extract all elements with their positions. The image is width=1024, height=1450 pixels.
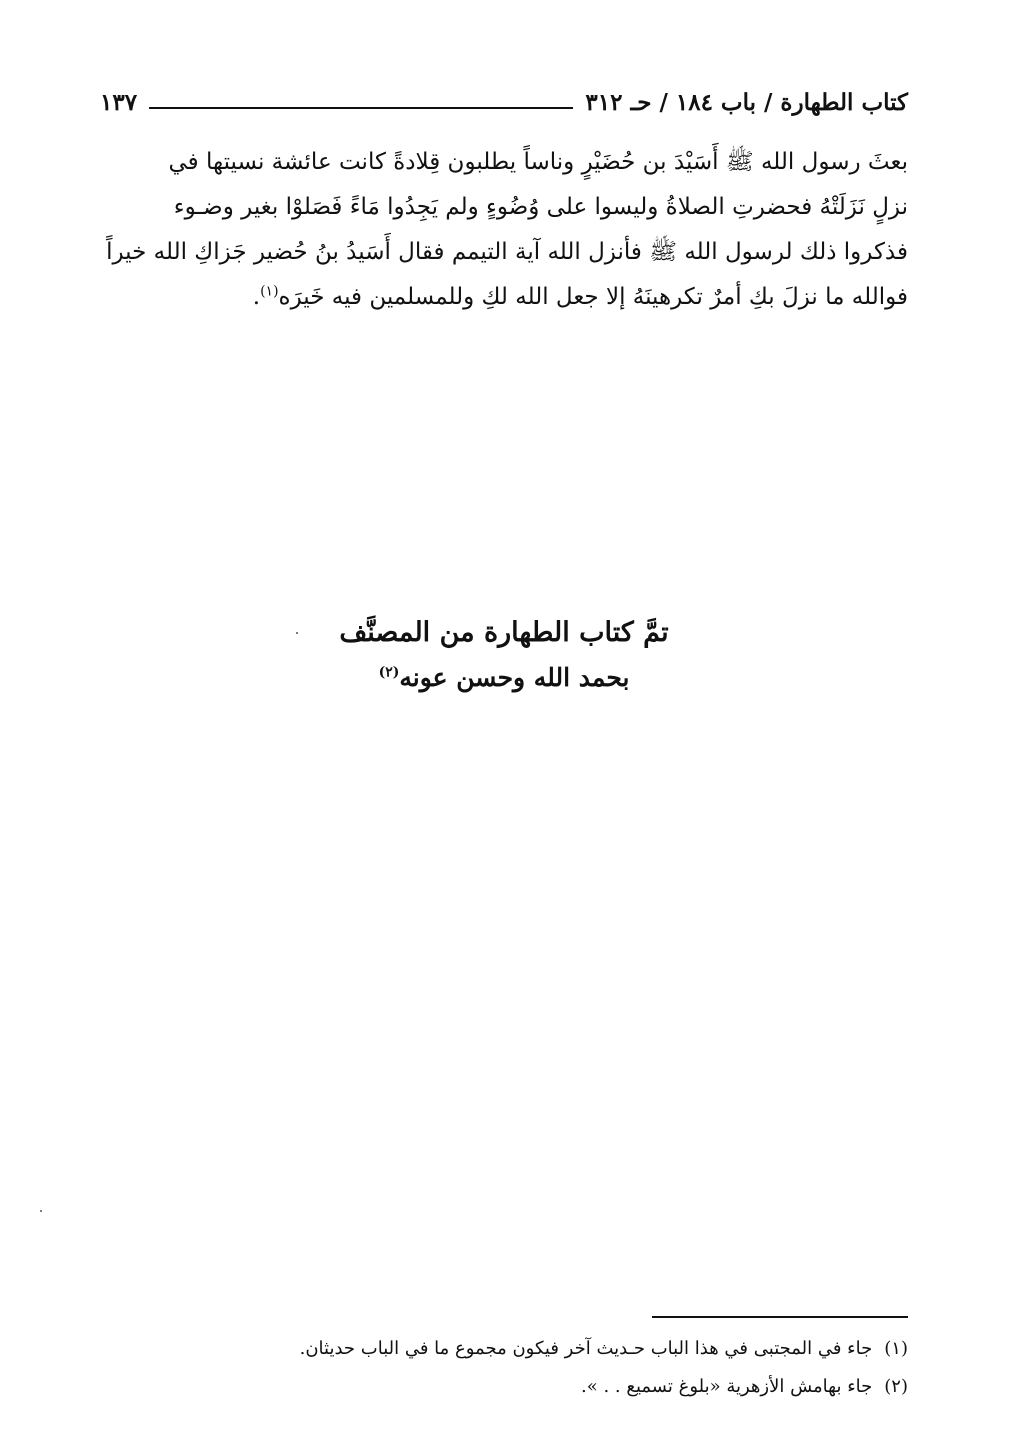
- header-title: كتاب الطهارة / باب ١٨٤ / حـ ٣١٢: [585, 88, 908, 116]
- footnote-1-text: جاء في المجتبى في هذا الباب حـديث آخر فيكون مجموع ما في الباب حديثان.: [299, 1338, 873, 1359]
- footnote-marker-2: (٢): [378, 664, 400, 681]
- body-line-4: [100, 275, 908, 320]
- footnote-2-number: (٢): [884, 1376, 908, 1397]
- colophon-line-2: [100, 656, 908, 700]
- footnote-1: [100, 1330, 908, 1368]
- body-line-1: بعثَ رسول الله ﷺ أَسَيْدَ بن حُضَيْرٍ وناساً يطلبون قِلادةً كانت عائشة نسيتها في: [168, 149, 908, 175]
- colophon: [100, 610, 908, 700]
- body-paragraph: [100, 140, 908, 320]
- body-line-4-end: .: [252, 284, 261, 310]
- colophon-line-2-text: بحمد الله وحسن عونه: [399, 663, 630, 692]
- footnote-marker-1: (١): [260, 283, 279, 300]
- footnotes: [100, 1330, 908, 1406]
- scan-speck: [296, 632, 298, 634]
- footnote-2: [100, 1368, 908, 1406]
- running-header: [100, 84, 908, 120]
- header-rule: [149, 107, 573, 109]
- footnote-separator: [652, 1316, 908, 1318]
- footnote-2-text: جاء بهامش الأزهرية «بلوغ تسميع . . ».: [581, 1376, 873, 1397]
- colophon-line-1: تمَّ كتاب الطهارة من المصنَّف: [339, 617, 669, 648]
- footnote-1-number: (١): [884, 1338, 908, 1359]
- scan-speck: [40, 1210, 42, 1212]
- body-line-2: نزلٍ نَزَلَتْهُ فحضرتِ الصلاةُ وليسوا على وُضُوءٍ ولم يَجِدُوا مَاءً فَصَلوْا بغير وضـوء: [173, 194, 908, 220]
- body-line-3: فذكروا ذلك لرسول الله ﷺ فأنزل الله آية التيمم فقال أَسَيدُ بنُ حُضير جَزاكِ الله خيراً: [106, 239, 908, 265]
- body-line-4-text: فوالله ما نزلَ بكِ أمرٌ تكرهينَهُ إلا جعل الله لكِ وللمسلمين فيه خَيرَه: [278, 284, 908, 310]
- page-number: ١٣٧: [100, 88, 138, 116]
